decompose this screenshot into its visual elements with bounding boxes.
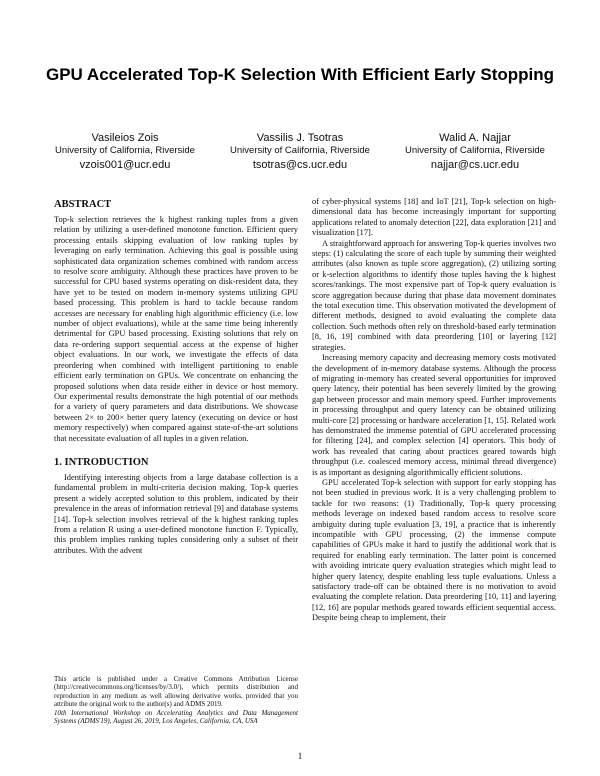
venue-note: 10th International Workshop on Accelerating Analytics and Data Management Systems (ADMS'19), August 26, 2019, Los Angeles, California, CA, USA: [54, 708, 298, 726]
copyright-footnote: [54, 675, 298, 725]
intro-paragraph: Identifying interesting objects from a large database collection is a fundamental problem in multi-criteria decision making. Top-k queries present a widely accepted solution to this problem, indicated by their prevalence in the areas of information retrieval [9] and database systems [14]. Top-k selection involves retrieval of the k highest ranking tuples from a relation R using a user-defined monotone function F. Typically, this problem implies ranking tuples considering only a subset of their attributes. With the advent: [54, 472, 298, 555]
author-affiliation: University of California, Riverside: [405, 145, 545, 156]
abstract-heading: ABSTRACT: [54, 199, 112, 210]
author-email: vzois001@ucr.edu: [79, 159, 171, 171]
page-number: 1: [297, 751, 303, 761]
author-3: [390, 132, 560, 172]
author-affiliation: University of California, Riverside: [230, 145, 370, 156]
body-paragraph: A straightforward approach for answering Top-k queries involves two steps: (1) calculating the score of each tuple by summing their weighted attributes (also known as tuple score aggregation), (2) utilizing sorting or k-selection algorithms to identify those tuples having the k highest scores/rankings. The most expensive part of Top-k query evaluation is score aggregation because during that phase data movement dominates the total execution time. This observation motivated the development of different methods, designed to avoid evaluating the complete data collection. Such methods often rely on threshold-based early termination [8, 16, 19] combined with data preordering [10] or layering [12] strategies.: [312, 238, 556, 352]
author-email: tsotras@cs.ucr.edu: [252, 159, 348, 171]
right-column: [312, 197, 556, 624]
author-name: Vassilis J. Tsotras: [256, 132, 344, 144]
abstract-text: Top-k selection retrieves the k highest ranking tuples from a given relation by utilizing a user-defined monotone function. Efficient query processing entails skipping evaluation of low ranking tuples by leveraging on early termination. Achieving this goal is possible using sophisticated data organization schemes combined with random access to resolve score ambiguity. Although these practices have proven to be successful for CPU based systems operating on disk-resident data, they have yet to be tested on modern in-memory systems utilizing GPU based processing. This problem is hard to tackle because random accesses are necessary for enabling high algorithmic efficiency (i.e. low number of object evaluations), while at the same time being inherently detrimental for GPU based processing. Existing solutions that rely on data re-ordering support sequential access at the expense of higher object evaluations. In our work, we investigate the effects of data preordering when combined with intelligent partitioning to enable efficient early termination on GPUs. We concentrate on enhancing the proposed solutions when data reside either in device or host memory. Our experimental results demonstrate the high potential of our methods for a variety of query parameters and data distributions. We showcase between 2× to 200× better query latency (executing on device or host memory respectively) when compared against state-of-the-art solutions that necessitate evaluation of all tuples in a given relation.: [54, 215, 298, 443]
author-1: [40, 132, 210, 172]
author-affiliation: University of California, Riverside: [55, 145, 195, 156]
body-paragraph: GPU accelerated Top-k selection with support for early stopping has not been studied in previous work. It is a very challenging problem to tackle for two reasons: (1) Traditionally, Top-k query processing methods leverage on indexed based random access to resolve score ambiguity during tuple evaluation [3, 19], a practice that is inherently incompatible with GPU processing, (2) the immense compute capabilities of GPUs make it hard to justify the additional work that is required for enabling early termination. The latter point is concerned with avoiding intricate query evaluation strategies which might lead to higher query latency, despite enabling less tuple evaluations. Unless a satisfactory trade-off can be obtained there is no motivation to avoid evaluating the complete relation. Data preordering [10, 11] and layering [12, 16] are popular methods geared towards efficient sequential access. Despite being cheap to implement, their: [312, 477, 556, 623]
introduction-heading: 1. INTRODUCTION: [54, 456, 149, 468]
author-name: Vasileios Zois: [91, 132, 159, 144]
body-paragraph: Increasing memory capacity and decreasing memory costs motivated the development of in-memory database systems. Although the process of migrating in-memory has created several opportunities for improved query latency, their potential has been severely limited by the growing gap between processor and main memory speed. Further improvements in processing throughput and query latency can be obtained utilizing multi-core [2] processing or hardware acceleration [1, 15]. Related work has demonstrated the immense potential of GPU accelerated processing for filtering [24], and complex selection [4] operators. This body of work has revealed that caring about practices geared towards high throughput (i.e. coalesced memory access, minimal thread divergence) is as important as designing algorithmically efficient solutions.: [312, 353, 556, 477]
author-2: [215, 132, 385, 172]
body-paragraph: of cyber-physical systems [18] and IoT [21], Top-k selection on high-dimensional data has become increasingly important for supporting applications related to anomaly detection [22], data exploration [21] and visualization [17].: [312, 197, 556, 238]
left-column: [54, 198, 298, 556]
author-name: Walid A. Najjar: [439, 132, 511, 144]
paper-title: GPU Accelerated Top-K Selection With Efficient Early Stopping: [45, 65, 555, 84]
license-note: This article is published under a Creative Commons Attribution License (http://creativecommons.org/licenses/by/3.0/), which permits distribution and reproduction in any medium as well allowing derivative works, provided that you attribute the original work to the author(s) and ADMS 2019.: [54, 675, 298, 709]
author-email: najjar@cs.ucr.edu: [430, 159, 520, 171]
